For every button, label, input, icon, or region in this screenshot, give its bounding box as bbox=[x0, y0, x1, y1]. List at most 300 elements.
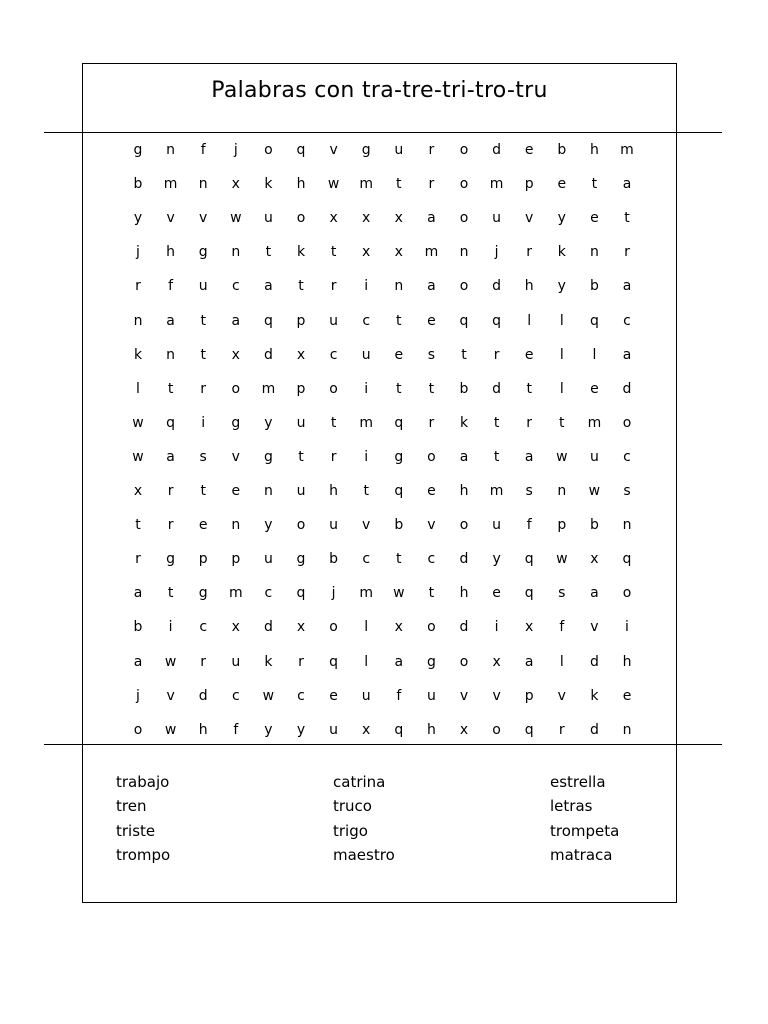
grid-letter: p bbox=[296, 312, 306, 329]
grid-letter: y bbox=[557, 278, 566, 295]
grid-letter: d bbox=[263, 619, 273, 636]
grid-letter: e bbox=[590, 210, 599, 227]
grid-letter: j bbox=[494, 244, 499, 261]
grid-letter: w bbox=[132, 414, 144, 431]
grid-letter: s bbox=[199, 448, 207, 465]
grid-letter: v bbox=[329, 142, 338, 158]
grid-letter: v bbox=[492, 687, 501, 704]
grid-letter: t bbox=[591, 176, 598, 193]
grid-letter: r bbox=[200, 380, 207, 397]
grid-letter: g bbox=[133, 142, 143, 158]
grid-letter: b bbox=[557, 142, 567, 158]
grid-letter: r bbox=[526, 414, 533, 431]
word-list-item: trigo bbox=[333, 821, 368, 840]
grid-letter: u bbox=[198, 278, 208, 295]
grid-letter: t bbox=[396, 551, 402, 568]
grid-letter: i bbox=[625, 619, 629, 636]
grid-letter: x bbox=[492, 653, 501, 670]
grid-letter: s bbox=[623, 483, 631, 499]
grid-letter: c bbox=[427, 551, 436, 568]
grid-letter: l bbox=[527, 312, 532, 329]
grid-letter: h bbox=[459, 483, 469, 499]
grid-letter: u bbox=[329, 721, 339, 738]
grid-letter: q bbox=[622, 551, 632, 568]
grid-letter: r bbox=[624, 244, 630, 261]
grid-letter: o bbox=[459, 176, 469, 193]
grid-letter: t bbox=[298, 278, 304, 295]
grid-letter: f bbox=[396, 687, 402, 704]
grid-letter: v bbox=[231, 448, 240, 465]
grid-letter: e bbox=[492, 585, 501, 602]
grid-letter: r bbox=[428, 176, 435, 193]
grid-letter: r bbox=[428, 414, 435, 431]
grid-letter: c bbox=[264, 585, 273, 602]
grid-letter: y bbox=[264, 414, 273, 431]
grid-letter: u bbox=[329, 517, 339, 534]
grid-letter: x bbox=[329, 210, 338, 227]
grid-letter: d bbox=[459, 551, 469, 568]
grid-letter: a bbox=[524, 653, 534, 670]
grid-letter: y bbox=[296, 721, 306, 738]
grid-letter: x bbox=[394, 619, 403, 636]
grid-letter: t bbox=[298, 448, 304, 465]
grid-letter: t bbox=[624, 210, 630, 227]
grid-letter: o bbox=[296, 210, 306, 227]
grid-letter: l bbox=[364, 619, 369, 636]
grid-letter: a bbox=[133, 585, 143, 602]
grid-letter: n bbox=[166, 142, 176, 158]
grid-letter: r bbox=[298, 653, 304, 670]
word-list-item: maestro bbox=[333, 845, 395, 864]
grid-letter: b bbox=[589, 278, 599, 295]
grid-letter: b bbox=[133, 176, 143, 193]
grid-letter: o bbox=[622, 414, 632, 431]
grid-letter: u bbox=[426, 687, 436, 704]
grid-letter: l bbox=[136, 380, 140, 397]
grid-letter: f bbox=[559, 619, 565, 636]
grid-letter: x bbox=[296, 619, 306, 636]
grid-letter: y bbox=[492, 551, 501, 568]
grid-letter: o bbox=[459, 517, 469, 534]
grid-letter: q bbox=[524, 721, 534, 738]
grid-letter: v bbox=[459, 687, 469, 704]
grid-letter: o bbox=[231, 380, 241, 397]
grid-letter: v bbox=[525, 210, 534, 227]
grid-letter: n bbox=[198, 176, 208, 193]
grid-letter: g bbox=[394, 448, 404, 465]
grid-letter: f bbox=[526, 517, 532, 534]
grid-letter: h bbox=[296, 176, 306, 193]
grid-letter: v bbox=[199, 210, 208, 227]
grid-letter: r bbox=[428, 142, 435, 158]
grid-letter: m bbox=[424, 244, 439, 261]
grid-letter: v bbox=[590, 619, 599, 636]
grid-letter: h bbox=[524, 278, 534, 295]
grid-letter: c bbox=[297, 687, 305, 704]
grid-letter: m bbox=[261, 380, 276, 397]
grid-letter: s bbox=[558, 585, 566, 602]
grid-letter: q bbox=[589, 312, 599, 329]
grid-letter: t bbox=[559, 414, 565, 431]
grid-letter: c bbox=[362, 312, 371, 329]
grid-letter: u bbox=[492, 210, 502, 227]
grid-letter: d bbox=[263, 346, 273, 363]
grid-letter: w bbox=[262, 687, 275, 704]
grid-letter: t bbox=[265, 244, 272, 261]
grid-letter: a bbox=[622, 176, 632, 193]
grid-letter: p bbox=[296, 380, 306, 397]
grid-letter: e bbox=[394, 346, 404, 363]
grid-letter: q bbox=[524, 585, 534, 602]
grid-letter: b bbox=[589, 517, 599, 534]
grid-letter: x bbox=[296, 346, 306, 363]
grid-letter: d bbox=[589, 721, 599, 738]
grid-letter: o bbox=[459, 278, 469, 295]
grid-letter: d bbox=[492, 380, 502, 397]
grid-letter: x bbox=[231, 176, 240, 193]
grid-letter: y bbox=[264, 517, 273, 534]
grid-letter: a bbox=[133, 653, 143, 670]
grid-letter: a bbox=[427, 278, 436, 295]
grid-letter: t bbox=[200, 483, 206, 499]
word-list-item: truco bbox=[333, 797, 372, 816]
grid-letter: o bbox=[459, 653, 469, 670]
grid-letter: g bbox=[361, 142, 371, 158]
grid-letter: j bbox=[136, 244, 140, 261]
grid-letter: j bbox=[136, 687, 140, 704]
grid-letter: w bbox=[164, 653, 177, 670]
grid-letter: v bbox=[166, 687, 175, 704]
grid-letter: t bbox=[330, 414, 337, 431]
grid-letter: i bbox=[364, 278, 369, 295]
grid-letter: t bbox=[200, 312, 206, 329]
grid-letter: y bbox=[264, 721, 273, 738]
grid-letter: n bbox=[394, 278, 404, 295]
grid-letter: d bbox=[492, 142, 502, 158]
grid-letter: p bbox=[557, 517, 567, 534]
grid-letter: k bbox=[590, 687, 599, 704]
grid-letter: t bbox=[167, 380, 174, 397]
grid-letter: a bbox=[622, 278, 632, 295]
grid-letter: q bbox=[492, 312, 502, 329]
grid-letter: n bbox=[166, 346, 176, 363]
grid-letter: x bbox=[590, 551, 599, 568]
grid-letter: b bbox=[133, 619, 143, 636]
grid-letter: n bbox=[133, 312, 143, 329]
grid-letter: r bbox=[330, 448, 337, 465]
grid-letter: x bbox=[525, 619, 534, 636]
grid-letter: o bbox=[622, 585, 632, 602]
grid-letter: x bbox=[362, 721, 371, 738]
grid-letter: o bbox=[133, 721, 143, 738]
grid-letter: u bbox=[394, 142, 404, 158]
grid-letter: n bbox=[231, 517, 241, 534]
grid-letter: t bbox=[396, 380, 402, 397]
grid-letter: a bbox=[622, 346, 632, 363]
word-list-item: estrella bbox=[550, 773, 606, 791]
grid-letter: q bbox=[394, 483, 404, 499]
grid-letter: m bbox=[489, 176, 504, 193]
grid-letter: w bbox=[132, 448, 144, 465]
grid-letter: n bbox=[589, 244, 599, 261]
grid-letter: x bbox=[231, 346, 240, 363]
grid-letter: a bbox=[166, 448, 175, 465]
top-divider bbox=[44, 132, 722, 133]
grid-letter: a bbox=[427, 210, 436, 227]
grid-letter: e bbox=[329, 687, 338, 704]
grid-letter: m bbox=[163, 176, 178, 193]
grid-letter: l bbox=[559, 380, 564, 397]
grid-letter: c bbox=[623, 312, 631, 329]
grid-letter: r bbox=[167, 483, 174, 499]
grid-letter: c bbox=[231, 278, 240, 295]
grid-letter: g bbox=[166, 551, 176, 568]
grid-letter: w bbox=[327, 176, 340, 193]
grid-letter: x bbox=[231, 619, 240, 636]
grid-letter: x bbox=[394, 210, 403, 227]
grid-letter: o bbox=[427, 448, 436, 465]
grid-letter: g bbox=[198, 585, 208, 602]
grid-letter: p bbox=[198, 551, 208, 568]
grid-letter: t bbox=[200, 346, 206, 363]
grid-letter: r bbox=[135, 278, 141, 295]
grid-letter: x bbox=[459, 721, 469, 738]
grid-letter: l bbox=[364, 653, 369, 670]
grid-letter: q bbox=[394, 414, 404, 431]
grid-letter: q bbox=[459, 312, 469, 329]
grid-letter: n bbox=[231, 244, 241, 261]
grid-letter: c bbox=[231, 687, 240, 704]
grid-letter: d bbox=[198, 687, 208, 704]
grid-letter: o bbox=[329, 619, 338, 636]
grid-letter: q bbox=[524, 551, 534, 568]
grid-letter: t bbox=[493, 448, 500, 465]
grid-letter: v bbox=[427, 517, 436, 534]
grid-letter: l bbox=[559, 653, 564, 670]
grid-letter: r bbox=[526, 244, 533, 261]
grid-letter: q bbox=[166, 414, 176, 431]
grid-letter: m bbox=[489, 483, 504, 499]
grid-letter: x bbox=[133, 483, 143, 499]
grid-letter: r bbox=[167, 517, 174, 534]
grid-letter: q bbox=[296, 142, 306, 158]
grid-letter: s bbox=[525, 483, 533, 499]
grid-letter: o bbox=[329, 380, 338, 397]
grid-letter: g bbox=[263, 448, 273, 465]
grid-letter: e bbox=[231, 483, 241, 499]
grid-letter: r bbox=[493, 346, 500, 363]
grid-letter: u bbox=[296, 483, 306, 499]
grid-letter: m bbox=[359, 176, 373, 193]
grid-letter: u bbox=[589, 448, 599, 465]
grid-letter: d bbox=[622, 380, 632, 397]
grid-letter: o bbox=[427, 619, 436, 636]
grid-letter: a bbox=[231, 312, 241, 329]
grid-letter: i bbox=[364, 380, 369, 397]
grid-letter: p bbox=[524, 176, 534, 193]
grid-letter: d bbox=[459, 619, 469, 636]
grid-letter: b bbox=[394, 517, 404, 534]
grid-letter: w bbox=[556, 448, 568, 465]
grid-letter: h bbox=[459, 585, 469, 602]
grid-letter: e bbox=[524, 142, 534, 158]
word-list-item: trompeta bbox=[550, 821, 620, 840]
grid-letter: a bbox=[166, 312, 175, 329]
grid-letter: e bbox=[427, 483, 436, 499]
grid-letter: t bbox=[330, 244, 337, 261]
grid-letter: e bbox=[557, 176, 567, 193]
grid-letter: m bbox=[620, 142, 634, 158]
grid-letter: n bbox=[557, 483, 567, 499]
grid-letter: d bbox=[492, 278, 502, 295]
grid-letter: l bbox=[559, 312, 564, 329]
grid-letter: v bbox=[362, 517, 371, 534]
grid-letter: w bbox=[556, 551, 568, 568]
grid-letter: u bbox=[296, 414, 306, 431]
grid-letter: i bbox=[168, 619, 173, 636]
grid-letter: e bbox=[622, 687, 632, 704]
grid-letter: r bbox=[200, 653, 207, 670]
grid-letter: o bbox=[492, 721, 501, 738]
grid-letter: t bbox=[396, 312, 402, 329]
grid-letter: e bbox=[198, 517, 208, 534]
grid-letter: h bbox=[589, 142, 599, 158]
grid-letter: u bbox=[361, 687, 371, 704]
grid-letter: e bbox=[427, 312, 436, 329]
grid-letter: h bbox=[166, 244, 176, 261]
grid-letter: q bbox=[296, 585, 306, 602]
grid-letter: k bbox=[459, 414, 469, 431]
grid-letter: k bbox=[557, 244, 566, 261]
grid-letter: a bbox=[590, 585, 599, 602]
grid-letter: x bbox=[362, 244, 371, 261]
grid-letter: t bbox=[363, 483, 369, 499]
grid-letter: i bbox=[364, 448, 369, 465]
grid-letter: f bbox=[168, 278, 174, 295]
grid-letter: p bbox=[524, 687, 534, 704]
grid-letter: n bbox=[622, 721, 632, 738]
grid-letter: f bbox=[233, 721, 239, 738]
grid-letter: l bbox=[559, 346, 564, 363]
grid-letter: a bbox=[524, 448, 534, 465]
grid-letter: k bbox=[264, 176, 273, 193]
grid-letter: n bbox=[622, 517, 632, 534]
grid-letter: x bbox=[362, 210, 371, 227]
grid-letter: o bbox=[459, 210, 469, 227]
grid-letter: p bbox=[231, 551, 241, 568]
grid-letter: u bbox=[361, 346, 371, 363]
grid-letter: t bbox=[167, 585, 174, 602]
grid-letter: v bbox=[166, 210, 175, 227]
grid-letter: g bbox=[198, 244, 208, 261]
grid-letter: h bbox=[426, 721, 436, 738]
grid-letter: r bbox=[330, 278, 337, 295]
grid-letter: a bbox=[264, 278, 273, 295]
grid-letter: u bbox=[263, 210, 273, 227]
grid-letter: j bbox=[331, 585, 336, 602]
grid-letter: t bbox=[461, 346, 467, 363]
word-list-item: trabajo bbox=[116, 773, 170, 791]
grid-letter: a bbox=[394, 653, 404, 670]
grid-letter: r bbox=[558, 721, 565, 738]
grid-letter: t bbox=[526, 380, 532, 397]
grid-letter: e bbox=[524, 346, 534, 363]
grid-letter: u bbox=[492, 517, 502, 534]
grid-letter: c bbox=[329, 346, 338, 363]
grid-letter: c bbox=[623, 448, 631, 465]
bottom-divider bbox=[44, 744, 722, 745]
grid-letter: t bbox=[428, 380, 435, 397]
grid-letter: m bbox=[587, 414, 602, 431]
grid-letter: o bbox=[296, 517, 306, 534]
grid-letter: q bbox=[329, 653, 339, 670]
grid-letter: m bbox=[359, 414, 373, 431]
grid-letter: q bbox=[394, 721, 404, 738]
grid-letter: h bbox=[329, 483, 339, 499]
grid-letter: o bbox=[264, 142, 273, 158]
grid-letter: e bbox=[590, 380, 599, 397]
grid-letter: u bbox=[329, 312, 339, 329]
grid-letter: w bbox=[588, 483, 601, 499]
grid-letter: f bbox=[200, 142, 206, 158]
grid-letter: u bbox=[263, 551, 273, 568]
grid-letter: n bbox=[459, 244, 469, 261]
worksheet-title: Palabras con tra-tre-tri-tro-tru bbox=[211, 78, 548, 103]
grid-letter: g bbox=[231, 414, 241, 431]
grid-letter: k bbox=[133, 346, 143, 363]
word-list-item: letras bbox=[550, 797, 593, 816]
grid-letter: j bbox=[233, 142, 238, 158]
grid-letter: x bbox=[394, 244, 403, 261]
grid-letter: g bbox=[426, 653, 436, 670]
grid-letter: d bbox=[589, 653, 599, 670]
grid-letter: l bbox=[592, 346, 597, 363]
grid-letter: k bbox=[264, 653, 273, 670]
grid-letter: b bbox=[329, 551, 339, 568]
grid-letter: t bbox=[428, 585, 435, 602]
grid-letter: c bbox=[362, 551, 371, 568]
word-list-item: catrina bbox=[333, 773, 386, 791]
grid-letter: w bbox=[230, 210, 242, 227]
grid-letter: y bbox=[557, 210, 566, 227]
grid-letter: h bbox=[622, 653, 632, 670]
grid-letter: g bbox=[296, 551, 306, 568]
grid-letter: o bbox=[459, 142, 469, 158]
grid-letter: m bbox=[359, 585, 373, 602]
word-list-item: matraca bbox=[550, 845, 613, 864]
grid-letter: r bbox=[135, 551, 141, 568]
grid-letter: h bbox=[198, 721, 208, 738]
grid-letter: b bbox=[459, 380, 469, 397]
grid-letter: i bbox=[201, 414, 206, 431]
word-list-item: triste bbox=[116, 821, 156, 840]
word-list-item: trompo bbox=[116, 845, 171, 864]
grid-letter: u bbox=[231, 653, 241, 670]
word-list-item: tren bbox=[116, 797, 147, 816]
grid-letter: c bbox=[199, 619, 208, 636]
grid-letter: k bbox=[296, 244, 306, 261]
grid-letter: w bbox=[393, 585, 405, 602]
grid-letter: t bbox=[135, 517, 141, 534]
grid-letter: q bbox=[263, 312, 273, 329]
grid-letter: v bbox=[557, 687, 566, 704]
grid-letter: t bbox=[493, 414, 500, 431]
grid-letter: s bbox=[427, 346, 436, 363]
grid-letter: t bbox=[396, 176, 402, 193]
grid-letter: y bbox=[133, 210, 143, 227]
grid-letter: a bbox=[459, 448, 469, 465]
grid-letter: w bbox=[164, 721, 177, 738]
